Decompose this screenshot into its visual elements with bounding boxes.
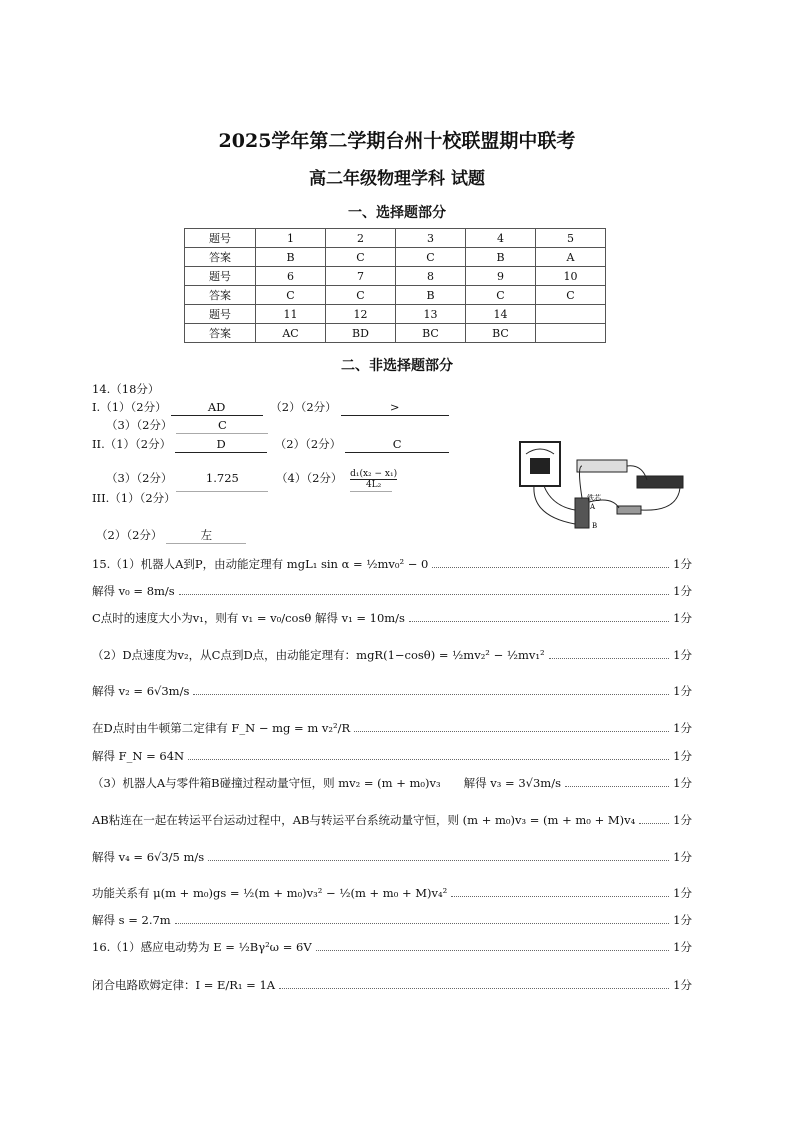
score: 1分 [673, 648, 692, 662]
solution-text: C点时的速度大小为v₁，则有 v₁ = v₀/cosθ 解得 v₁ = 10m/s [92, 611, 405, 625]
solution-line [92, 912, 692, 928]
table-cell [536, 324, 606, 343]
table-cell: 题号 [185, 305, 256, 324]
table-cell: 8 [396, 267, 466, 286]
score: 1分 [673, 886, 692, 900]
answer-i1: AD [171, 399, 263, 416]
table-cell: BD [326, 324, 396, 343]
label: （3）（2分） [106, 418, 173, 432]
label: （2）（2分） [274, 437, 342, 451]
q14-heading: 14.（18分） [92, 382, 160, 396]
solution-text: （2）D点速度为v₂，从C点到D点，由动能定理有：mgR(1−cosθ) = ½mv₂² − ½mv₁² [92, 648, 545, 662]
solution-line [92, 647, 692, 663]
table-cell: 9 [466, 267, 536, 286]
answer-table [184, 228, 606, 343]
answer-ii1: D [175, 436, 267, 453]
table-cell: 2 [326, 229, 396, 248]
table-cell: 答案 [185, 286, 256, 305]
dotted-leader [179, 594, 669, 595]
score: 1分 [673, 721, 692, 735]
table-cell: C [396, 248, 466, 267]
dotted-leader [279, 988, 669, 989]
q14-part-i-row1 [92, 399, 453, 416]
table-cell: 题号 [185, 267, 256, 286]
table-cell: C [326, 286, 396, 305]
table-cell [536, 305, 606, 324]
q14-part-ii-row2 [106, 465, 396, 492]
table-cell: 答案 [185, 324, 256, 343]
solution-text: 16.（1）感应电动势为 E = ½Bγ²ω = 6V [92, 940, 312, 954]
fraction-denominator: 4L₂ [365, 479, 382, 490]
label-b: B [592, 522, 598, 530]
solution-line [92, 977, 692, 993]
table-cell: AC [256, 324, 326, 343]
solution-line [92, 583, 692, 599]
dotted-leader [354, 731, 669, 732]
solution-line [92, 720, 692, 736]
label: （3）（2分） [106, 471, 173, 485]
answer-i2: > [341, 399, 449, 416]
solution-text: 闭合电路欧姆定律：I = E/R₁ = 1A [92, 978, 276, 992]
answer-ii3: 1.725 [176, 465, 268, 492]
section-nonchoice-heading: 二、非选择题部分 [341, 358, 453, 374]
table-cell: A [536, 248, 606, 267]
dotted-leader [432, 567, 669, 568]
table-cell: 3 [396, 229, 466, 248]
solution-line [92, 812, 692, 828]
solution-line [92, 849, 692, 865]
coil [575, 498, 589, 528]
table-cell: B [396, 286, 466, 305]
score: 1分 [673, 850, 692, 864]
exam-subtitle: 高二年级物理学科 试题 [309, 169, 485, 189]
solution-text: 功能关系有 μ(m + m₀)gs = ½(m + m₀)v₃² − ½(m + m₀ + M)v₄² [92, 886, 448, 900]
dotted-leader [549, 658, 670, 659]
table-cell: 14 [466, 305, 536, 324]
rheostat [637, 476, 683, 488]
answer-ii2: C [345, 436, 449, 453]
label: （2）（2分） [96, 528, 163, 542]
table-cell: C [466, 286, 536, 305]
solution-line [92, 683, 692, 699]
table-cell: C [256, 286, 326, 305]
label-a: A [590, 503, 596, 511]
table-cell: BC [466, 324, 536, 343]
circuit-diagram [512, 436, 692, 536]
score: 1分 [673, 776, 692, 790]
solution-text: AB粘连在一起在转运平台运动过程中，AB与转运平台系统动量守恒，则 (m + m₀)v₃ = (m + m₀ + M)v₄ [92, 813, 636, 827]
table-row [185, 267, 606, 286]
table-cell: 题号 [185, 229, 256, 248]
answer-iii2: 左 [166, 527, 246, 544]
table-cell: 12 [326, 305, 396, 324]
solution-text: 在D点时由牛顿第二定律有 F_N − mg = m v₂²/R [92, 721, 351, 735]
switch [617, 506, 641, 514]
dotted-leader [208, 860, 669, 861]
solution-line [92, 748, 692, 764]
score: 1分 [673, 684, 692, 698]
solution-text: （3）机器人A与零件箱B碰撞过程动量守恒，则 mv₂ = (m + m₀)v₃ 解得 v₃ = 3√3m/s [92, 776, 561, 790]
score: 1分 [673, 749, 692, 763]
score: 1分 [673, 557, 692, 571]
dotted-leader [193, 694, 669, 695]
table-cell: 13 [396, 305, 466, 324]
table-cell: 11 [256, 305, 326, 324]
dotted-leader [565, 786, 669, 787]
solution-line [92, 885, 692, 901]
table-cell: 5 [536, 229, 606, 248]
q14-part-iii-row1: III.（1）（2分） [92, 491, 176, 505]
dotted-leader [639, 823, 669, 824]
table-cell: 4 [466, 229, 536, 248]
q14-part-i-row2 [106, 417, 272, 434]
q14-part-iii-row2 [96, 527, 250, 544]
label: II.（1）（2分） [92, 437, 172, 451]
solution-line [92, 775, 692, 791]
table-cell: 6 [256, 267, 326, 286]
label: I.（1）（2分） [92, 400, 167, 414]
table-cell: C [536, 286, 606, 305]
table-row [185, 324, 606, 343]
table-cell: 1 [256, 229, 326, 248]
exam-title: 2025学年第二学期台州十校联盟期中联考 [218, 130, 576, 152]
dotted-leader [188, 759, 669, 760]
table-cell: 10 [536, 267, 606, 286]
solution-line [92, 610, 692, 626]
q14-part-ii-row1 [92, 436, 453, 453]
table-cell: BC [396, 324, 466, 343]
solution-line [92, 556, 692, 572]
label-iron-core: 铁芯 [587, 494, 601, 502]
answer-i3: C [176, 417, 268, 434]
solution-text: 解得 v₄ = 6√3/5 m/s [92, 850, 205, 864]
solution-text: 解得 F_N = 64N [92, 749, 185, 763]
galvanometer-magnet [530, 458, 550, 474]
dotted-leader [409, 621, 669, 622]
table-row [185, 305, 606, 324]
score: 1分 [673, 978, 692, 992]
table-row [185, 229, 606, 248]
battery [577, 460, 627, 472]
score: 1分 [673, 940, 692, 954]
table-row [185, 248, 606, 267]
section-choice-heading: 一、选择题部分 [348, 205, 446, 221]
dotted-leader [451, 896, 669, 897]
table-cell: C [326, 248, 396, 267]
dotted-leader [175, 923, 669, 924]
dotted-leader [316, 950, 670, 951]
solution-text: 解得 v₂ = 6√3m/s [92, 684, 190, 698]
label: （2）（2分） [270, 400, 337, 414]
table-cell: 7 [326, 267, 396, 286]
score: 1分 [673, 813, 692, 827]
table-row [185, 286, 606, 305]
solution-line [92, 939, 692, 955]
solution-text: 15.（1）机器人A到P，由动能定理有 mgL₁ sin α = ½mv₀² − 0 [92, 557, 429, 571]
label: （4）（2分） [276, 471, 343, 485]
score: 1分 [673, 584, 692, 598]
fraction-numerator: d₁(x₂ − x₁) [350, 468, 398, 479]
table-cell: 答案 [185, 248, 256, 267]
solution-text: 解得 v₀ = 8m/s [92, 584, 175, 598]
score: 1分 [673, 611, 692, 625]
score: 1分 [673, 913, 692, 927]
table-cell: B [466, 248, 536, 267]
table-cell: B [256, 248, 326, 267]
solution-text: 解得 s = 2.7m [92, 913, 171, 927]
